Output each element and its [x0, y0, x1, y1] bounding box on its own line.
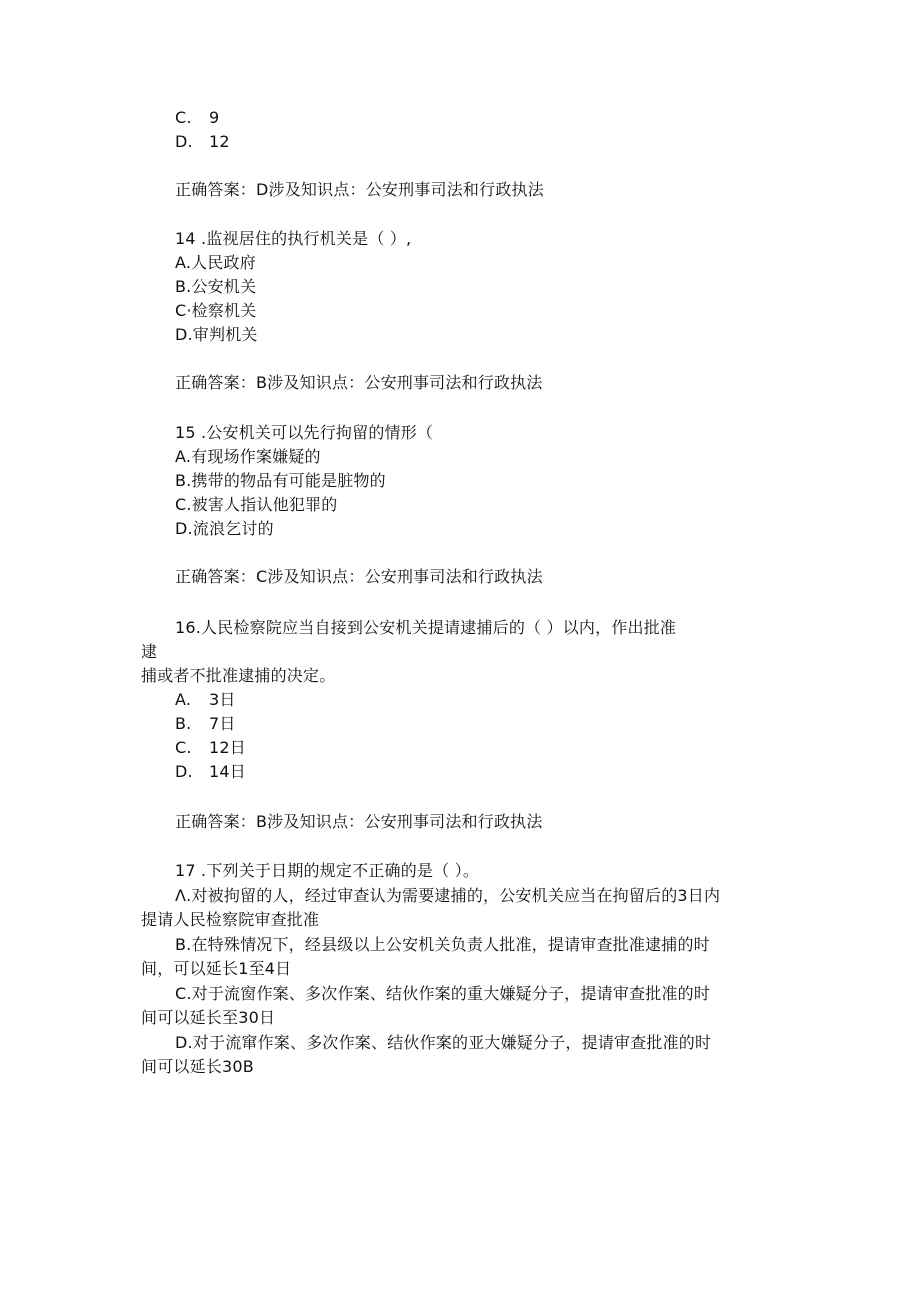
q17-option-b-line2: 间，可以延长1至4日	[141, 959, 292, 978]
q16-option-a	[175, 690, 236, 710]
q17-option-d-line2: 间可以延长30B	[141, 1057, 254, 1076]
option-text: 12日	[209, 738, 246, 757]
q14-option-c: C·检察机关	[175, 301, 257, 320]
q16-option-c	[175, 738, 246, 758]
q14-option-a: A.人民政府	[175, 253, 256, 272]
q14-option-b: B.公安机关	[175, 277, 257, 296]
q13-answer: 正确答案：D涉及知识点：公安刑事司法和行政执法	[175, 180, 544, 199]
option-text: 9	[209, 108, 220, 127]
q16-option-b	[175, 714, 236, 734]
q16-stem-line1: 16.人民检察院应当自接到公安机关提请逮捕后的（ ）以内，作出批准	[175, 618, 677, 637]
option-letter: D.	[175, 762, 193, 781]
q13-option-d	[175, 132, 230, 152]
q14-option-d: D.审判机关	[175, 325, 258, 344]
q15-stem: 15 .公安机关可以先行拘留的情形（	[175, 423, 434, 442]
q14-stem: 14 .监视居住的执行机关是（ ）,	[175, 229, 412, 248]
q16-option-d	[175, 762, 246, 782]
q15-option-c: C.被害人指认他犯罪的	[175, 495, 338, 514]
q17-option-d-line1: D.对于流窜作案、多次作案、结伙作案的亚大嫌疑分子，提请审查批准的时	[175, 1033, 712, 1052]
option-text: 14日	[209, 762, 246, 781]
q17-option-c-line2: 间可以延长至30日	[141, 1008, 276, 1027]
option-letter: C.	[175, 108, 192, 127]
q17-option-a-line2: 提请人民检察院审查批准	[141, 910, 320, 929]
q17-option-a-line1: Λ.对被拘留的人，经过审查认为需要逮捕的，公安机关应当在拘留后的3日内	[175, 886, 721, 905]
q16-stem-line2: 逮	[141, 642, 158, 661]
q17-stem: 17 .下列关于日期的规定不正确的是（ ）。	[175, 861, 480, 880]
q16-stem-line3: 捕或者不批准逮捕的决定。	[141, 666, 336, 685]
q16-answer: 正确答案：B涉及知识点：公安刑事司法和行政执法	[175, 812, 543, 831]
option-letter: C.	[175, 738, 192, 757]
option-text: 7日	[209, 714, 236, 733]
q15-option-d: D.流浪乞讨的	[175, 519, 274, 538]
q17-option-c-line1: C.对于流窗作案、多次作案、结伙作案的重大嫌疑分子，提请审查批准的时	[175, 984, 711, 1003]
q15-answer: 正确答案：C涉及知识点：公安刑事司法和行政执法	[175, 567, 543, 586]
option-text: 3日	[209, 690, 236, 709]
q15-option-b: B.携带的物品有可能是脏物的	[175, 471, 386, 490]
q13-option-c	[175, 108, 219, 128]
option-letter: D.	[175, 132, 193, 151]
option-letter: B.	[175, 714, 192, 733]
option-letter: A.	[175, 690, 192, 709]
option-text: 12	[209, 132, 230, 151]
q15-option-a: A.有现场作案嫌疑的	[175, 447, 321, 466]
q17-option-b-line1: B.在特殊情况下，经县级以上公安机关负责人批准，提请审查批准逮捕的时	[175, 935, 710, 954]
q14-answer: 正确答案：B涉及知识点：公安刑事司法和行政执法	[175, 373, 543, 392]
